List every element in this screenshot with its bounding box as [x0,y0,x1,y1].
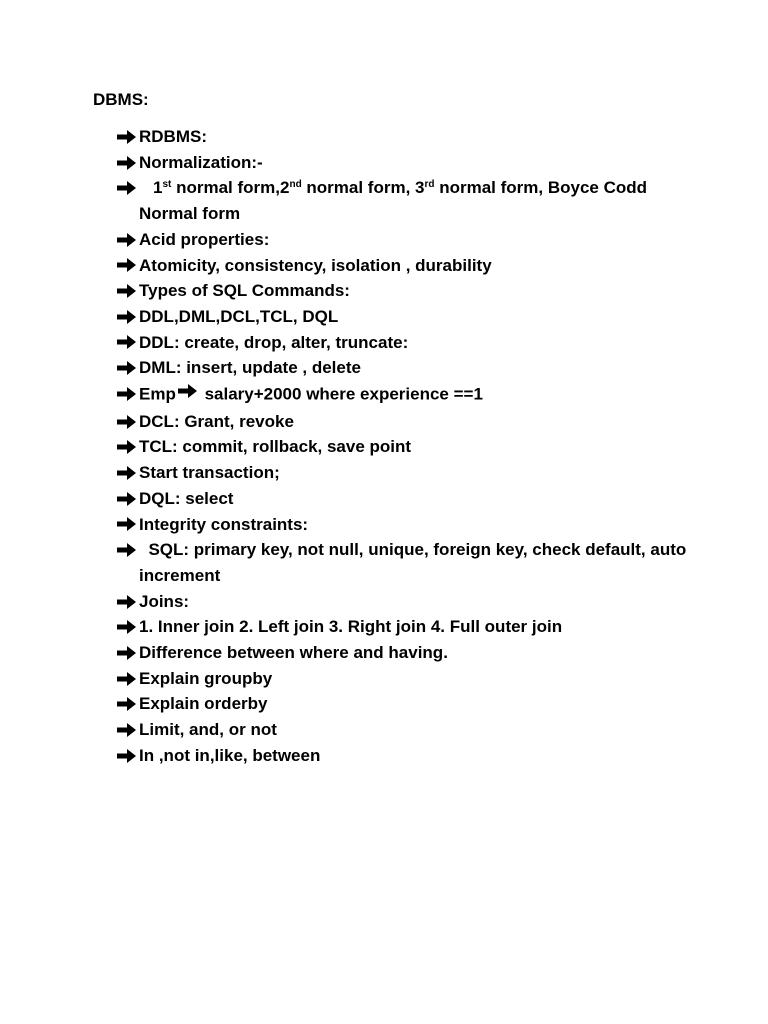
right-arrow-icon [116,304,138,330]
list-item [116,666,696,692]
item-text: 1 [153,178,163,198]
right-arrow-icon [116,381,138,407]
right-arrow-icon [116,614,138,640]
item-text: Acid properties: [139,229,270,249]
item-text: DDL: create, drop, alter, truncate: [139,332,409,352]
list-item [116,614,696,640]
item-text: Normalization:- [139,152,263,172]
list-item [116,330,696,356]
list-item [116,434,696,460]
right-arrow-icon [116,124,138,150]
right-arrow-icon [116,460,138,486]
right-arrow-icon [116,666,138,692]
list-item [116,227,696,253]
right-arrow-icon [116,175,138,201]
right-arrow-icon [116,717,138,743]
item-text: normal form, Boyce Codd Normal form [139,178,648,224]
list-item [116,304,696,330]
list-item [116,253,696,279]
right-arrow-icon [116,589,138,615]
list-item [116,743,696,769]
list-item [116,278,696,304]
right-arrow-icon [116,355,138,381]
item-text: DDL,DML,DCL,TCL, DQL [139,306,339,326]
item-text: In ,not in,like, between [139,745,321,765]
item-text: Explain groupby [139,668,273,688]
list-item [116,486,696,512]
list-item [116,537,696,588]
item-text: Atomicity, consistency, isolation , durability [139,255,492,275]
bullet-list [116,124,696,769]
item-text: SQL: primary key, not null, unique, foreign key, check default, auto increment [139,540,691,585]
list-item [116,640,696,666]
list-item [116,381,696,409]
right-arrow-icon [116,434,138,460]
right-arrow-icon [116,537,138,563]
item-text: salary+2000 where experience ==1 [199,384,483,404]
list-item [116,691,696,717]
item-text: Limit, and, or not [139,720,277,740]
list-item [116,460,696,486]
item-text: normal form,2 [171,178,290,198]
right-arrow-icon [116,640,138,666]
item-text: TCL: commit, rollback, save point [139,437,412,457]
item-text: Types of SQL Commands: [139,281,350,301]
list-item [116,589,696,615]
item-text: Emp [139,384,176,404]
right-arrow-icon [116,253,138,279]
list-item [116,150,696,176]
right-arrow-icon [116,278,138,304]
superscript: nd [289,179,302,191]
right-arrow-icon [116,150,138,176]
right-arrow-icon [177,381,198,407]
item-text: Joins: [139,591,190,611]
superscript: rd [424,179,435,191]
list-item [116,409,696,435]
item-text: Integrity constraints: [139,514,309,534]
right-arrow-icon [116,691,138,717]
list-item [116,717,696,743]
item-text: DQL: select [139,488,234,508]
superscript: st [162,179,172,191]
right-arrow-icon [116,227,138,253]
item-text: 1. Inner join 2. Left join 3. Right join 4. Full outer join [139,617,563,637]
right-arrow-icon [116,512,138,538]
item-text: Difference between where and having. [139,643,448,663]
right-arrow-icon [116,409,138,435]
document-heading: DBMS: [93,90,149,109]
right-arrow-icon [116,486,138,512]
item-text: normal form, 3 [301,178,425,198]
item-text: Explain orderby [139,694,268,714]
item-text: RDBMS: [139,127,207,146]
list-item [116,175,696,226]
list-item [116,355,696,381]
right-arrow-icon [116,330,138,356]
item-text: DCL: Grant, revoke [139,411,294,431]
list-item [116,512,696,538]
item-text: Start transaction; [139,463,280,483]
right-arrow-icon [116,743,138,769]
list-item [116,124,696,150]
item-text: DML: insert, update , delete [139,358,361,378]
